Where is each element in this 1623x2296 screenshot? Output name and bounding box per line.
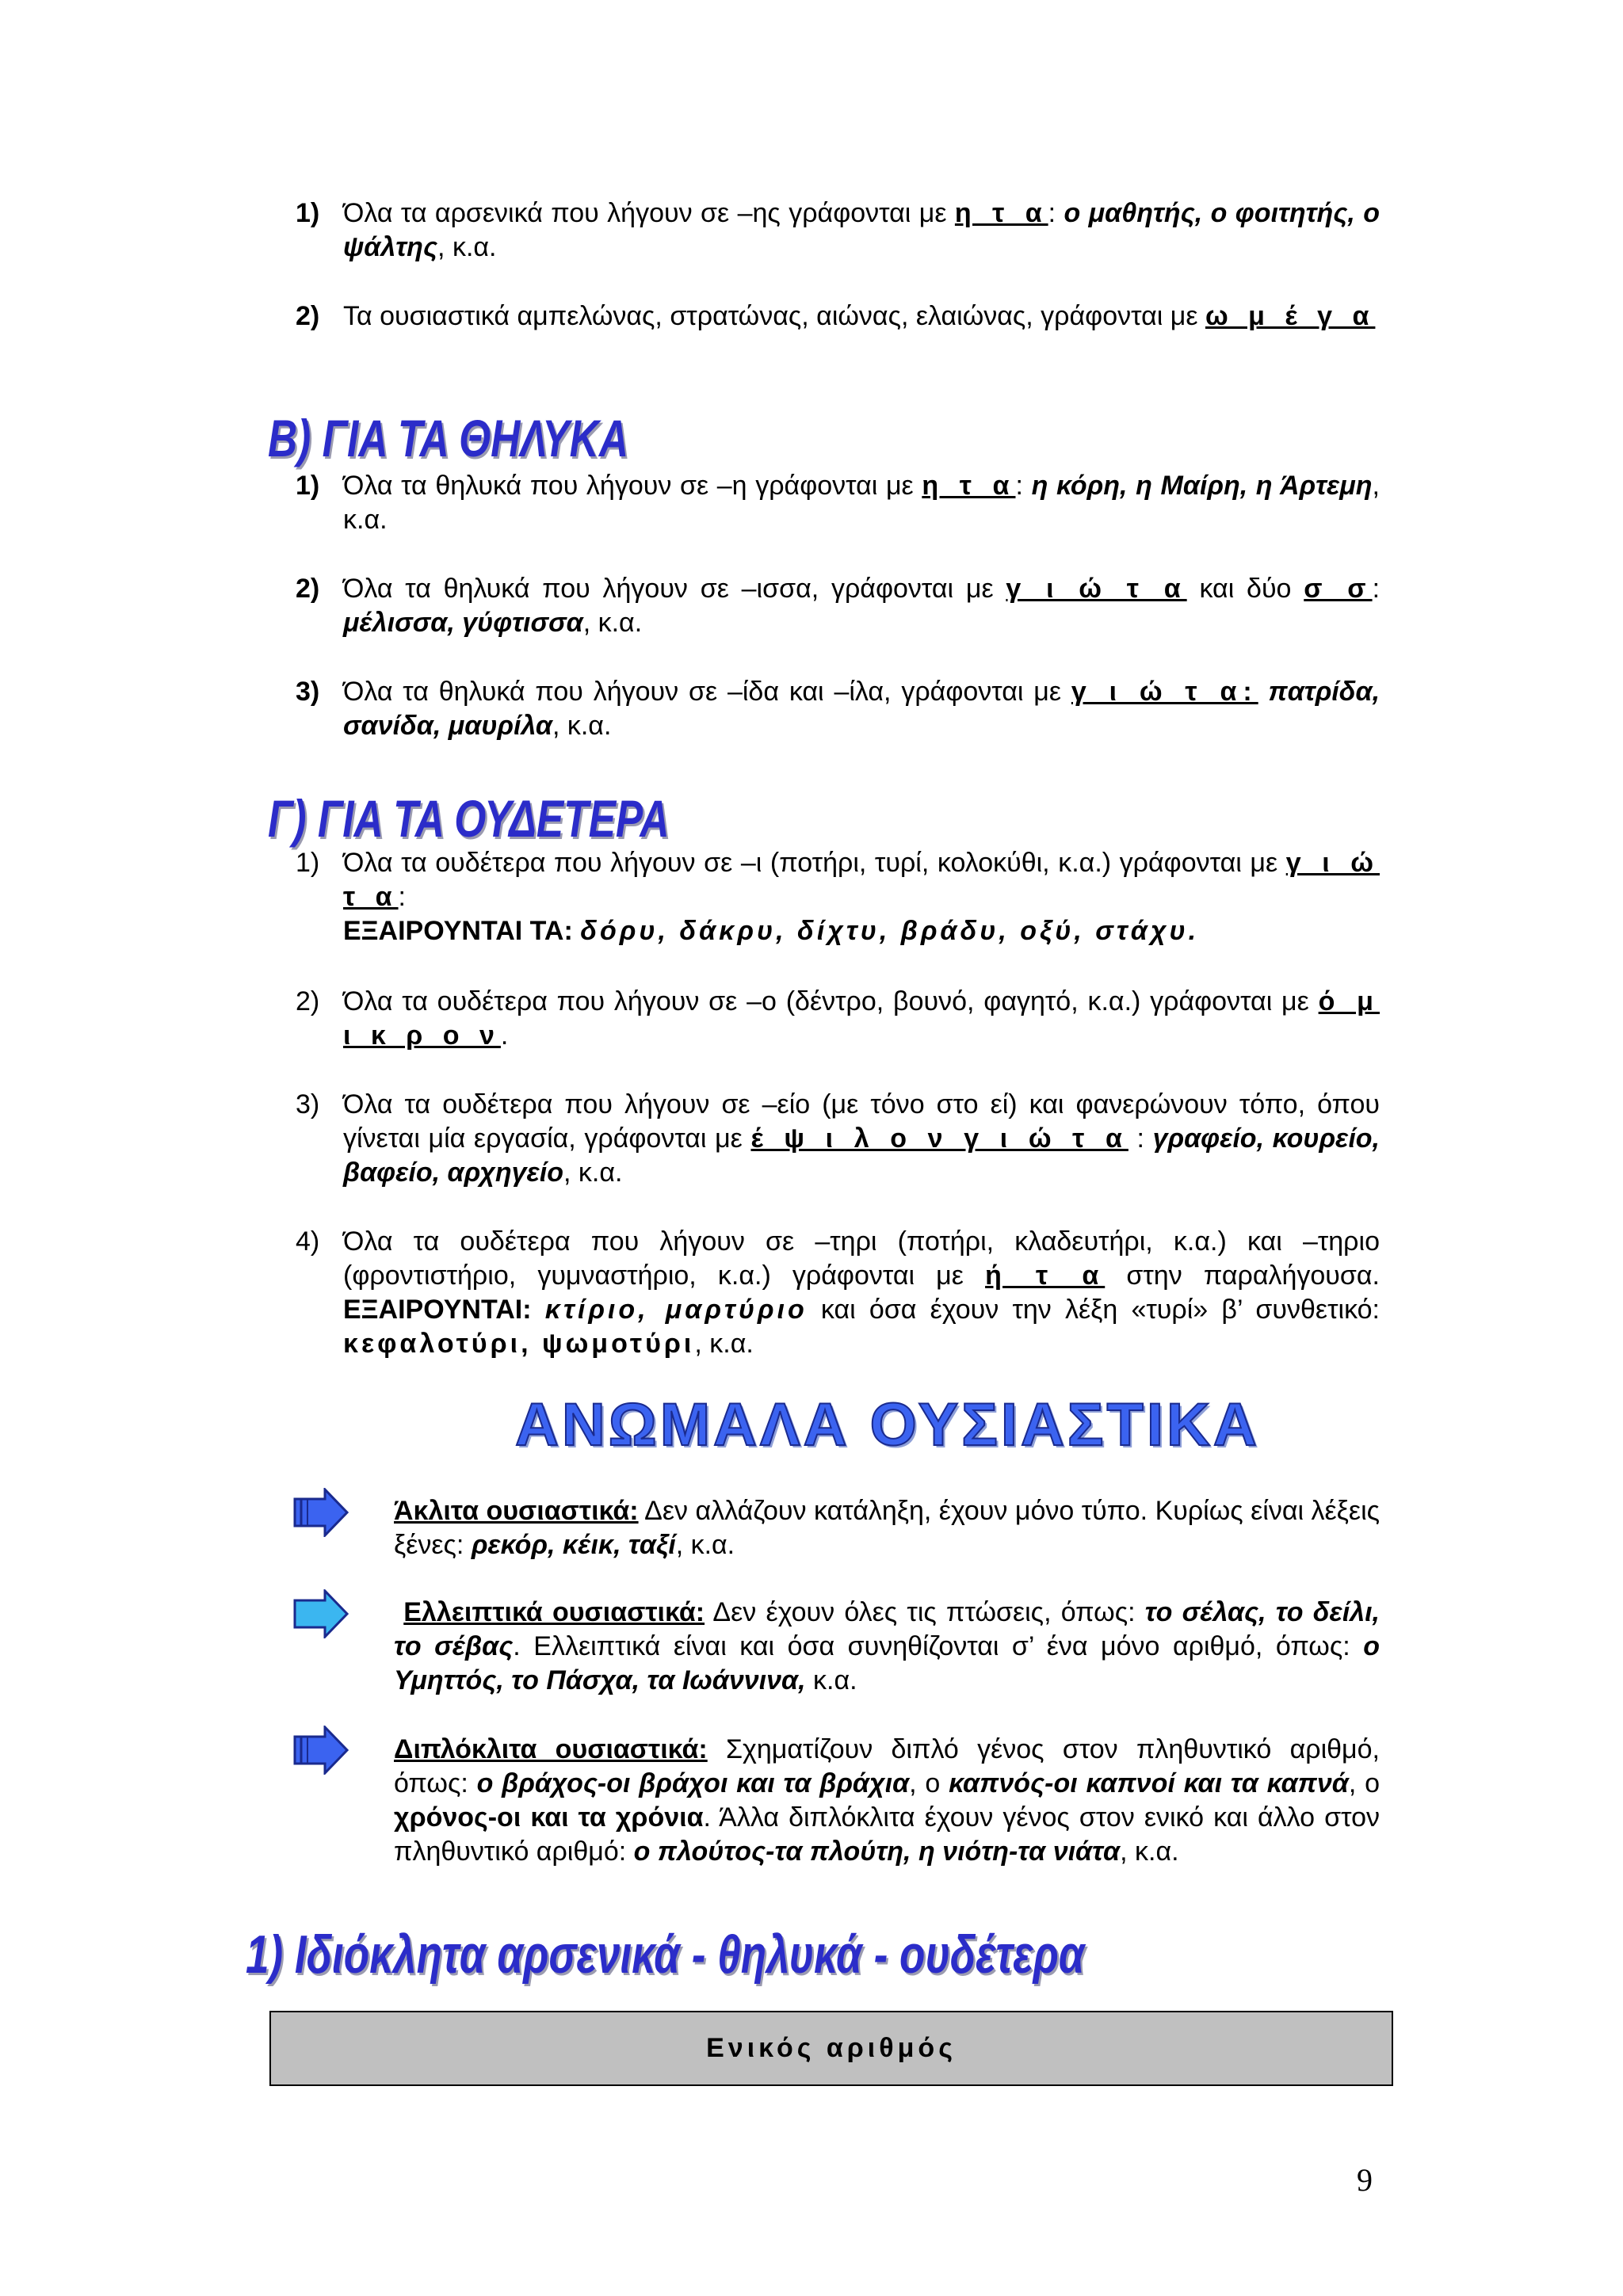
anomala-paragraph-elleiptika: Ελλειπτικά ουσιαστικά: Δεν έχουν όλες τις πτώσεις, όπως: το σέλας, το δείλι, το σέβας. Ελλειπτικά είναι και όσα συνηθίζονται σ’ ένα μόνο αριθμό, όπως: ο Υμηττός, το Πάσχα, τα Ιωάννινα, κ.α. xyxy=(394,1597,1380,1695)
list-item: 1) Όλα τα αρσενικά που λήγουν σε –ης γράφονται με η τ α: ο μαθητής, ο φοιτητής, ο ψάλτης, κ.α. xyxy=(296,198,1380,262)
list-item: 1) Όλα τα θηλυκά που λήγουν σε –η γράφονται με η τ α: η κόρη, η Μαίρη, η Άρτεμη, κ.α. xyxy=(296,471,1380,535)
page-number: 9 xyxy=(1357,2162,1373,2198)
list-item: 2) Όλα τα θηλυκά που λήγουν σε –ισσα, γράφονται με γ ι ώ τ α και δύο σ σ: μέλισσα, γύφτισσα, κ.α. xyxy=(296,574,1381,638)
section-heading-idiokleta: 1) Ιδιόκλητα αρσενικά - θηλυκά - ουδέτερα xyxy=(246,1924,1085,1985)
anomala-paragraph-akllita: Άκλιτα ουσιαστικά: Δεν αλλάζουν κατάληξη, έχουν μόνο τύπο. Κυρίως είναι λέξεις ξένες: ρεκόρ, κέικ, ταξί, κ.α. xyxy=(394,1496,1381,1560)
anomala-title: ΑΝΩΜΑΛΑ ΟΥΣΙΑΣΤΙΚΑ xyxy=(515,1391,1260,1459)
list-item: 1) Όλα τα ουδέτερα που λήγουν σε –ι (ποτήρι, τυρί, κολοκύθι, κ.α.) γράφονται με γ ι ώ τ α: ΕΞΑΙΡΟΥΝΤΑΙ ΤΑ: δόρυ, δάκρυ, δίχτυ, βράδυ, οξύ, στάχυ. xyxy=(296,848,1381,946)
list-item: 4) Όλα τα ουδέτερα που λήγουν σε –τηρι (ποτήρι, κλαδευτήρι, κ.α.) και –τηριο (φροντιστήριο, γυμναστήριο, κ.α.) γράφονται με ή τ α στην παραλήγουσα. ΕΞΑΙΡΟΥΝΤΑΙ: κτίριο, μαρτύριο και όσα έχουν την λέξη «τυρί» β’ συνθετικό: κεφαλοτύρι, ψωμοτύρι, κ.α. xyxy=(296,1226,1381,1359)
item-number: 1) xyxy=(296,198,320,228)
list-item: 3) Όλα τα ουδέτερα που λήγουν σε –είο (με τόνο στο εί) και φανερώνουν τόπο, όπου γίνεται μία εργασία, γράφονται με έ ψ ι λ ο ν γ ι ώ τ α : γραφείο, κουρείο, βαφείο, αρχηγείο, κ.α. xyxy=(296,1089,1380,1188)
right-arrow-icon xyxy=(293,1726,349,1775)
section-heading-neuter: Γ) ΓΙΑ ΤΑ ΟΥΔΕΤΕΡΑ xyxy=(268,789,670,848)
anomala-paragraph-diploklita: Διπλόκλιτα ουσιαστικά: Σχηματίζουν διπλό γένος στον πληθυντικό αριθμό, όπως: ο βράχος-οι βράχοι και τα βράχια, ο καπνός-οι καπνοί και τα καπνά, ο χρόνος-οι και τα χρόνια. Άλλα διπλόκλιτα έχουν γένος στον ενικό και άλλο στον πληθυντικό αριθμό: ο πλούτος-τα πλούτη, η νιότη-τα νιάτα, κ.α. xyxy=(394,1734,1381,1867)
list-item: 2) Τα ουσιαστικά αμπελώνας, στρατώνας, αιώνας, ελαιώνας, γράφονται με ω μ έ γ α xyxy=(296,299,1380,334)
table-header: Ενικός αριθμός xyxy=(269,2011,1393,2086)
right-arrow-icon xyxy=(293,1589,349,1638)
section-heading-feminine: Β) ΓΙΑ ΤΑ ΘΗΛΥΚΑ xyxy=(268,409,629,467)
list-item: 2) Όλα τα ουδέτερα που λήγουν σε –ο (δέντρο, βουνό, φαγητό, κ.α.) γράφονται με ό μ ι κ ρ ο ν. xyxy=(296,986,1380,1051)
right-arrow-icon xyxy=(293,1488,349,1537)
item-number: 2) xyxy=(296,301,320,331)
list-item: 3) Όλα τα θηλυκά που λήγουν σε –ίδα και –ίλα, γράφονται με γ ι ώ τ α: πατρίδα, σανίδα, μαυρίλα, κ.α. xyxy=(296,677,1381,741)
